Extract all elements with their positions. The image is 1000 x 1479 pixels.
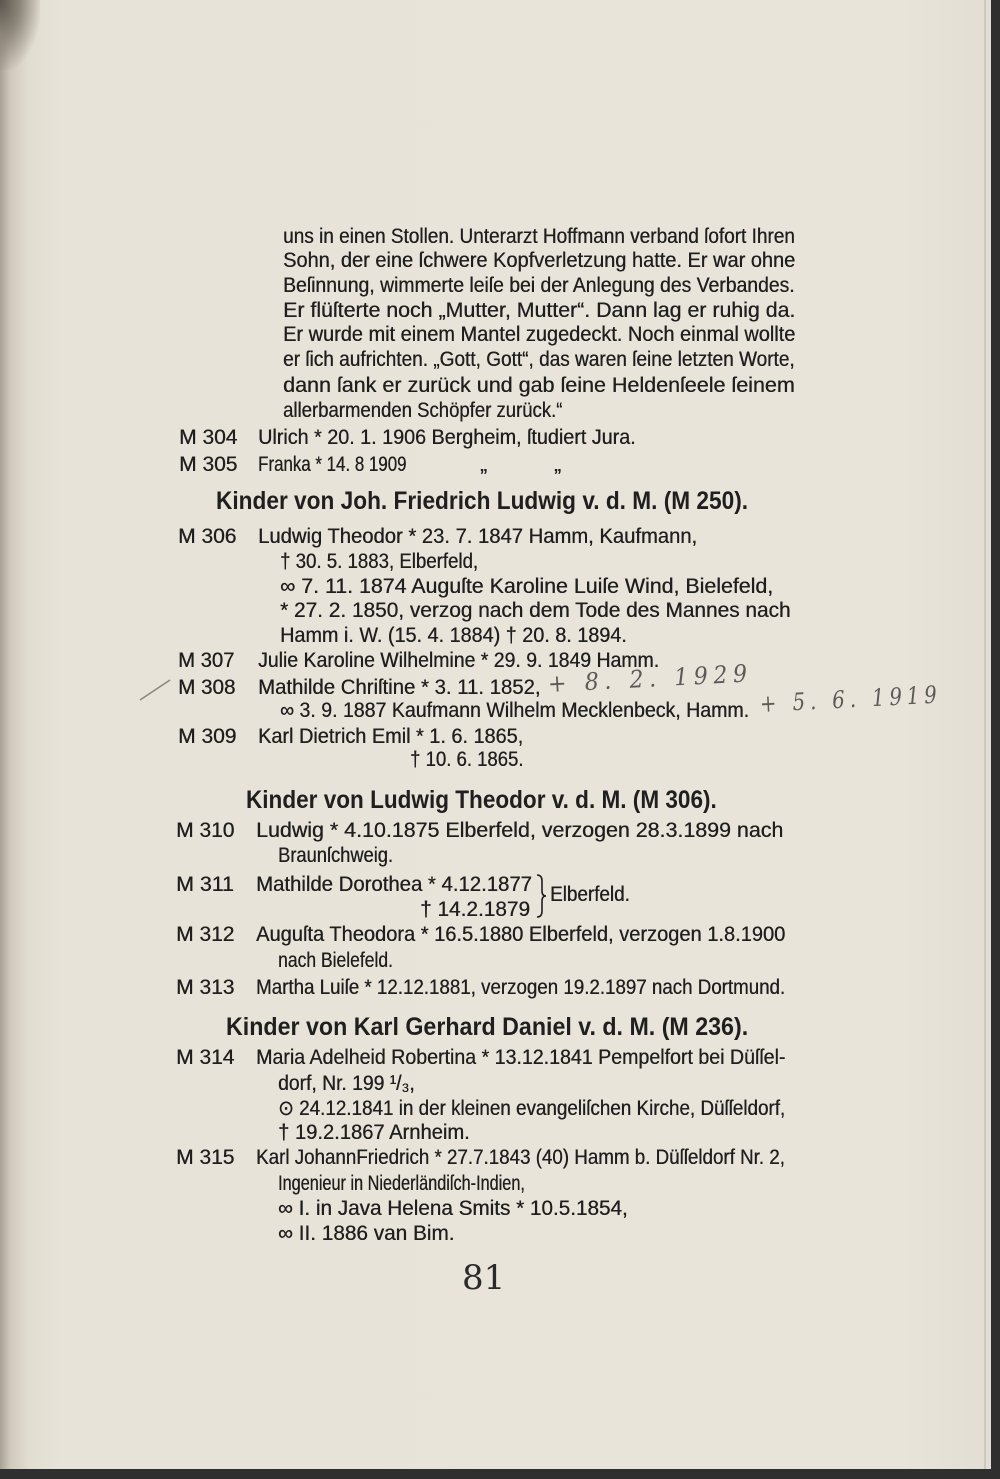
entry-line: ∞ II. 1886 van Bim. bbox=[278, 1222, 455, 1245]
page-edge-line bbox=[984, 0, 986, 1479]
continuation-line: allerbarmenden Schöpfer zurück.“ bbox=[283, 399, 563, 422]
entry-line: Ludwig Theodor * 23. 7. 1847 Hamm, Kaufmann, bbox=[258, 525, 698, 548]
entry-line: Hamm i. W. (15. 4. 1884) † 20. 8. 1894. bbox=[280, 624, 627, 647]
section-heading: Kinder von Karl Gerhard Daniel v. d. M. (M 236). bbox=[226, 1013, 749, 1041]
entry-id: M 304 bbox=[179, 426, 238, 449]
entry-line: Franka * 14. 8 1909 bbox=[258, 453, 407, 476]
continuation-line: uns in einen Stollen. Unterarzt Hoffmann verband ſofort Ihren bbox=[283, 225, 795, 248]
continuation-line: Sohn, der eine ſchwere Kopfverletzung hatte. Er war ohne bbox=[283, 249, 796, 272]
page-edge-right bbox=[991, 0, 1000, 1479]
entry-line: † 14.2.1879 bbox=[420, 898, 530, 921]
entry-line: Auguſta Theodora * 16.5.1880 Elberfeld, verzogen 1.8.1900 bbox=[256, 923, 786, 946]
entry-id: M 311 bbox=[176, 873, 234, 896]
entry-line: † 30. 5. 1883, Elberfeld, bbox=[280, 550, 478, 573]
entry-line: Ulrich * 20. 1. 1906 Bergheim, ſtudiert Jura. bbox=[258, 426, 636, 449]
entry-line: † 19.2.1867 Arnheim. bbox=[278, 1121, 470, 1144]
brace bbox=[535, 873, 547, 919]
entry-line: Braunſchweig. bbox=[278, 844, 393, 867]
entry-line: Mathilde Dorothea * 4.12.1877 bbox=[256, 873, 532, 896]
entry-line: nach Bielefeld. bbox=[278, 949, 393, 972]
entry-line: Julie Karoline Wilhelmine * 29. 9. 1849 Hamm. bbox=[258, 649, 660, 672]
entry-line: Mathilde Chriſtine * 3. 11. 1852, bbox=[258, 676, 541, 699]
entry-line: Karl Dietrich Emil * 1. 6. 1865, bbox=[258, 725, 524, 748]
entry-id: M 314 bbox=[176, 1046, 235, 1069]
entry-id: M 305 bbox=[179, 453, 238, 476]
entry-id: M 312 bbox=[176, 923, 235, 946]
continuation-line: dann ſank er zurück und gab ſeine Heldenſeele ſeinem bbox=[283, 374, 795, 397]
entry-line: Ingenieur in Niederländiſch-Indien, bbox=[278, 1172, 525, 1195]
continuation-line: Beſinnung, wimmerte leiſe bei der Anlegung des Verbandes. bbox=[283, 274, 795, 297]
entry-line: ∞ 7. 11. 1874 Auguſte Karoline Luiſe Wind, Bielefeld, bbox=[280, 575, 774, 598]
entry-line: ∞ 3. 9. 1887 Kaufmann Wilhelm Mecklenbeck, Hamm. bbox=[280, 699, 750, 722]
entry-line: dorf, Nr. 199 ¹/₃, bbox=[278, 1072, 415, 1095]
entry-id: M 306 bbox=[178, 525, 237, 548]
entry-line: Maria Adelheid Robertina * 13.12.1841 Pempelfort bei Düſſel- bbox=[256, 1046, 786, 1069]
section-heading: Kinder von Joh. Friedrich Ludwig v. d. M. (M 250). bbox=[216, 487, 749, 515]
entry-id: M 315 bbox=[176, 1146, 235, 1169]
entry-line: ∞ I. in Java Helena Smits * 10.5.1854, bbox=[278, 1197, 628, 1220]
entry-line: * 27. 2. 1850, verzog nach dem Tode des Mannes nach bbox=[280, 599, 791, 622]
ditto-mark: „ bbox=[480, 453, 487, 476]
entry-place: Elberfeld. bbox=[550, 883, 630, 906]
page-edge-bottom bbox=[0, 1469, 1000, 1479]
entry-line: † 10. 6. 1865. bbox=[410, 748, 524, 771]
page-corner-shadow bbox=[0, 0, 40, 70]
entry-id: M 308 bbox=[178, 676, 236, 699]
entry-id: M 310 bbox=[176, 819, 235, 842]
entry-line: Ludwig * 4.10.1875 Elberfeld, verzogen 28.3.1899 nach bbox=[256, 819, 784, 842]
continuation-line: Er wurde mit einem Mantel zugedeckt. Noch einmal wollte bbox=[283, 323, 796, 346]
continuation-line: Er flüſterte noch „Mutter, Mutter“. Dann lag er ruhig da. bbox=[283, 299, 796, 322]
page-number: 81 bbox=[462, 1258, 506, 1298]
section-heading: Kinder von Ludwig Theodor v. d. M. (M 306). bbox=[246, 786, 717, 814]
entry-id: M 307 bbox=[178, 649, 235, 672]
handwritten-death-date: + 8. 2. 1929 bbox=[547, 659, 754, 698]
entry-line: Karl JohannFriedrich * 27.7.1843 (40) Hamm b. Düſſeldorf Nr. 2, bbox=[256, 1146, 785, 1169]
entry-line: Martha Luiſe * 12.12.1881, verzogen 19.2.1897 nach Dortmund. bbox=[256, 976, 786, 999]
ditto-mark: „ bbox=[554, 453, 561, 476]
entry-id: M 309 bbox=[178, 725, 237, 748]
entry-id: M 313 bbox=[176, 976, 235, 999]
continuation-line: er ſich aufrichten. „Gott, Gott“, das waren ſeine letzten Worte, bbox=[283, 348, 795, 371]
pencil-mark bbox=[138, 676, 172, 702]
handwritten-death-date: + 5. 6. 1919 bbox=[759, 680, 943, 718]
handwritten-note bbox=[759, 678, 982, 718]
entry-line: ⊙ 24.12.1841 in der kleinen evangeliſchen Kirche, Düſſeldorf, bbox=[278, 1097, 786, 1120]
